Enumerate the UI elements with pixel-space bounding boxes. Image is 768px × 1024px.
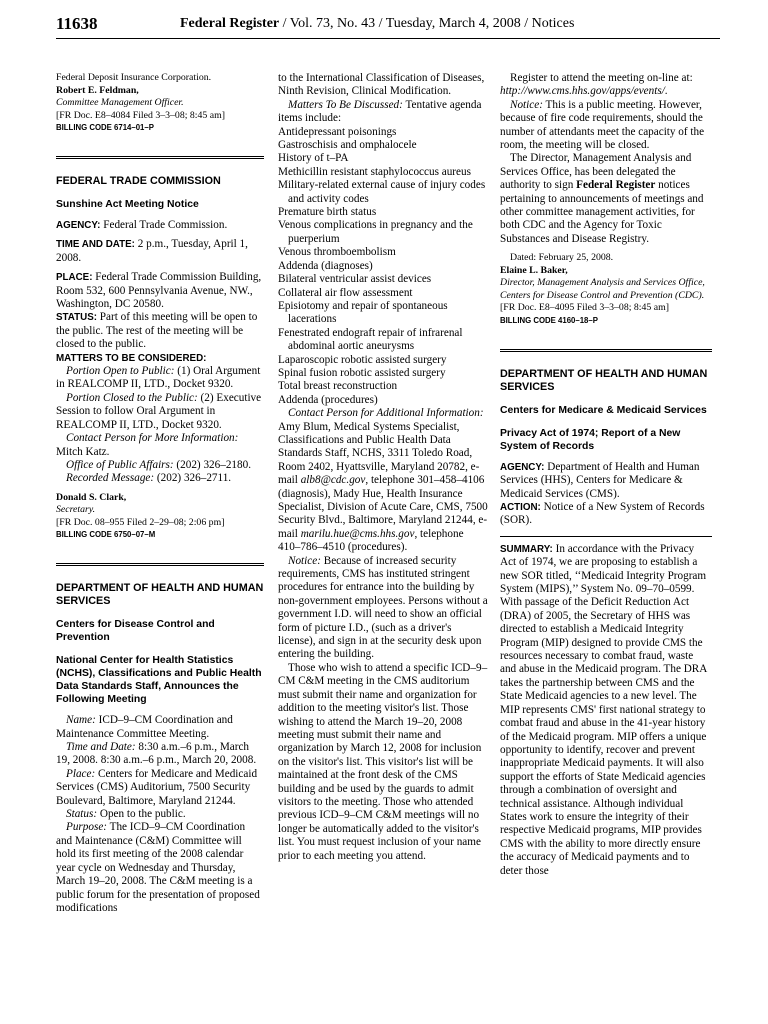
fr-doc2: [FR Doc. 08–955 Filed 2–29–08; 2:06 pm] [56, 516, 225, 528]
status2-para: Status: Open to the public. [66, 808, 186, 821]
matters-para: Matters To Be Discussed: Tentative agenda items include: [278, 98, 482, 125]
opa-para: Office of Public Affairs: (202) 326–2180. [66, 458, 251, 471]
agenda-item: Collateral air flow assessment [278, 286, 413, 299]
contact-info-para: Contact Person for Additional Information: Amy Blum, Medical Systems Specialist, Classifications and Public Health Data Standards Staff, NCHS, 3311 Toledo Road, Room 2402, Hyattsville, Maryland 20782, e-mail alb8@cdc.gov, telephone 301–458–4106 (diagnosis), Mady Hue, Health Insurance Specialist, Division of Acute Care, CMS, 7500 Security Blvd., Baltimore, Maryland 21244, e-mail marilu.hue@cms.hhs.gov, telephone 410–786–4510 (procedures). [278, 407, 488, 554]
billing-code: BILLING CODE 6714–01–P [56, 123, 154, 132]
sub3-heading: National Center for Health Statistics (NCHS), Classifications and Public Health Data Standards Staff, Announces the Following Meeting [56, 655, 262, 706]
sub2-heading: Centers for Disease Control and Prevention [56, 619, 215, 644]
summary-para: SUMMARY: In accordance with the Privacy Act of 1974, we are proposing to establish a new SOR titled, ‘‘Medicaid Integrity Program System (MIPS),’’ System No. 09–70–0599. With passage of the Deficit Reduction Act (DRA) of 2005, the Secretary of HHS was directed to establish a Medicaid Integrity Program (MIP) designed to provide CMS the resources necessary to combat fraud, waste and abuse in the Medicaid program. The DRA takes the partnership between CMS and the State Medicaid agencies to a new level. The MIP represents CMS' first national strategy to combat fraud and abuse in the 41-year history of the Medicaid program. MIP offers a unique opportunity to identify, recover and prevent inappropriate Medicaid payments. It will also support the efforts of State Medicaid agencies through a combination of oversight and technical assistance. Although individual States work to ensure the integrity of their respective Medicaid programs, MIP provides CMS with the ability to more directly ensure the accuracy of Medicaid payments and to deter those [500, 536, 712, 878]
notice-para: Notice: Because of increased security requirements, CMS has instituted stringent procedures for entrance into the building by non-government employees. Persons without a government I.D. will need to show an official form of picture I.D., (such as a driver's license), and sign in at the security desk upon entering the building. [278, 554, 488, 661]
dated-line: Dated: February 25, 2008. [510, 252, 614, 264]
billing-code3: BILLING CODE 4160–18–P [500, 315, 598, 325]
fr-doc3: [FR Doc. E8–4095 Filed 3–3–08; 8:45 am] [500, 302, 669, 314]
issue-details: / Vol. 73, No. 43 / Tuesday, March 4, 2008 / Notices [279, 16, 575, 31]
timedate-para: Time and Date: 8:30 a.m.–6 p.m., March 19, 2008. 8:30 a.m.–6 p.m., March 20, 2008. [56, 741, 257, 767]
agenda-item: Venous complications in pregnancy and the puerperium [278, 219, 473, 245]
publication-name: Federal Register [180, 16, 280, 31]
register-url-link[interactable]: http://www.cms.hhs.gov/apps/events/ [500, 85, 665, 98]
open-portion: Portion Open to Public: (1) Oral Argument in REALCOMP II, LTD., Docket 9320. [56, 365, 261, 391]
agenda-list [278, 126, 488, 408]
running-head [180, 16, 574, 32]
status-para: STATUS: Part of this meeting will be open to the public. The rest of the meeting will be closed to the public. [56, 311, 258, 351]
signer-name: Robert E. Feldman, [56, 84, 139, 96]
agency2-heading: DEPARTMENT OF HEALTH AND HUMAN SERVICES [56, 563, 264, 608]
agency3-heading: DEPARTMENT OF HEALTH AND HUMAN SERVICES [500, 349, 712, 394]
contact-para: Contact Person for More Information: Mitch Katz. [56, 432, 239, 458]
purpose-continued: to the International Classification of Diseases, Ninth Revision, Clinical Modification. [278, 72, 485, 98]
closed-portion: Portion Closed to the Public: (2) Executive Session to follow Oral Argument in REALCOMP II, LTD., Docket 9320. [56, 391, 262, 431]
agenda-item: Spinal fusion robotic assisted surgery [278, 366, 446, 379]
agency-heading: FEDERAL TRADE COMMISSION [56, 156, 264, 188]
billing-code2: BILLING CODE 6750–07–M [56, 530, 156, 540]
agency-para: AGENCY: Federal Trade Commission. [56, 219, 228, 231]
column-1 [56, 72, 264, 915]
matters-label: MATTERS TO BE CONSIDERED: [56, 352, 207, 364]
agenda-item: Methicillin resistant staphylococcus aureus [278, 165, 471, 178]
agenda-item: Gastroschisis and omphalocele [278, 139, 417, 152]
privacy-act-heading: Privacy Act of 1974; Report of a New System of Records [500, 427, 681, 452]
recorded-para: Recorded Message: (202) 326–2711. [66, 472, 232, 485]
fr-doc: [FR Doc. E8–4084 Filed 3–3–08; 8:45 am] [56, 109, 225, 121]
signer2-name: Donald S. Clark, [56, 491, 127, 503]
cms-heading: Centers for Medicare & Medicaid Services [500, 404, 707, 416]
agenda-item: Bilateral ventricular assist devices [278, 273, 432, 286]
place-para: PLACE: Federal Trade Commission Building, Room 532, 600 Pennsylvania Avenue, NW., Washington, DC 20580. [56, 271, 262, 311]
signer3-name: Elaine L. Baker, [500, 264, 568, 276]
agenda-item: Premature birth status [278, 206, 377, 219]
director-para: The Director, Management Analysis and Services Office, has been delegated the authority to sign Federal Register notices pertaining to announcements of meetings and other committee management activities, for both CDC and the Agency for Toxic Substances and Disease Registry. [500, 152, 704, 245]
agenda-item: Episiotomy and repair of spontaneous lacerations [278, 299, 448, 326]
purpose-para: Purpose: The ICD–9–CM Coordination and Maintenance (C&M) Committee will hold its first meeting of the 2008 calendar year cycle on Wednesday and Thursday, March 19–20, 2008. The C&M meeting is a public forum for the presentation of proposed modifications [56, 821, 260, 914]
agenda-item: Fenestrated endograft repair of infrarenal abdominal aortic aneurysms [278, 326, 463, 353]
agenda-item: Antidepressant poisonings [278, 125, 397, 138]
agenda-item: Addenda (diagnoses) [278, 259, 373, 272]
agenda-item: Laparoscopic robotic assisted surgery [278, 353, 447, 366]
email-link[interactable]: alb8@cdc.gov [300, 474, 366, 487]
agency-line: Federal Deposit Insurance Corporation. [56, 72, 212, 83]
email-link[interactable]: marilu.hue@cms.hhs.gov [300, 527, 415, 540]
action-para: ACTION: Notice of a New System of Records (SOR). [500, 501, 705, 527]
register-para: Register to attend the meeting on-line at: http://www.cms.hhs.gov/apps/events/. [500, 72, 693, 98]
subject-heading: Sunshine Act Meeting Notice [56, 199, 199, 210]
agenda-item: Military-related external cause of injury codes and activity codes [278, 179, 486, 205]
agenda-item: Total breast reconstruction [278, 380, 398, 393]
column-3 [500, 72, 712, 878]
signer3-title: Director, Management Analysis and Services Office, Centers for Disease Control and Prevention (CDC). [500, 277, 705, 301]
signer-title: Committee Management Officer. [56, 97, 184, 108]
page-header [56, 14, 720, 39]
signer2-title: Secretary. [56, 504, 96, 516]
agenda-item: Addenda (procedures) [278, 393, 378, 406]
attend-para: Those who wish to attend a specific ICD–9–CM C&M meeting in the CMS auditorium must submit their name and organization for addition to the meeting visitor's list. Those wishing to attend the March 19–20, 2008 meeting must submit their name and organization by March 12, 2008 for inclusion on the visitor's list. This visitor's list will be maintained at the front desk of the CMS building and be used by the guards to admit visitors to the meeting. Those who attended previous ICD–9–CM C&M meetings will no longer be automatically added to the visitor's list. You must request inclusion of your name prior to each meeting you attend. [278, 661, 488, 862]
time-para: TIME AND DATE: 2 p.m., Tuesday, April 1, 2008. [56, 238, 248, 264]
agency3-para: AGENCY: Department of Health and Human Services (HHS), Centers for Medicare & Medicaid Services (CMS). [500, 460, 700, 500]
agenda-item: History of t–PA [278, 152, 349, 165]
page-number: 11638 [56, 14, 98, 33]
place2-para: Place: Centers for Medicare and Medicaid Services (CMS) Auditorium, 7500 Security Boulevard, Baltimore, Maryland 21244. [56, 767, 258, 807]
column-2 [278, 72, 488, 863]
notice2-para: Notice: This is a public meeting. However, because of fire code requirements, should the number of attendants meet the capacity of the room, the meeting will be closed. [500, 98, 705, 152]
name-para: Name: ICD–9–CM Coordination and Maintenance Committee Meeting. [56, 714, 233, 740]
agenda-item: Venous thromboembolism [278, 246, 396, 259]
